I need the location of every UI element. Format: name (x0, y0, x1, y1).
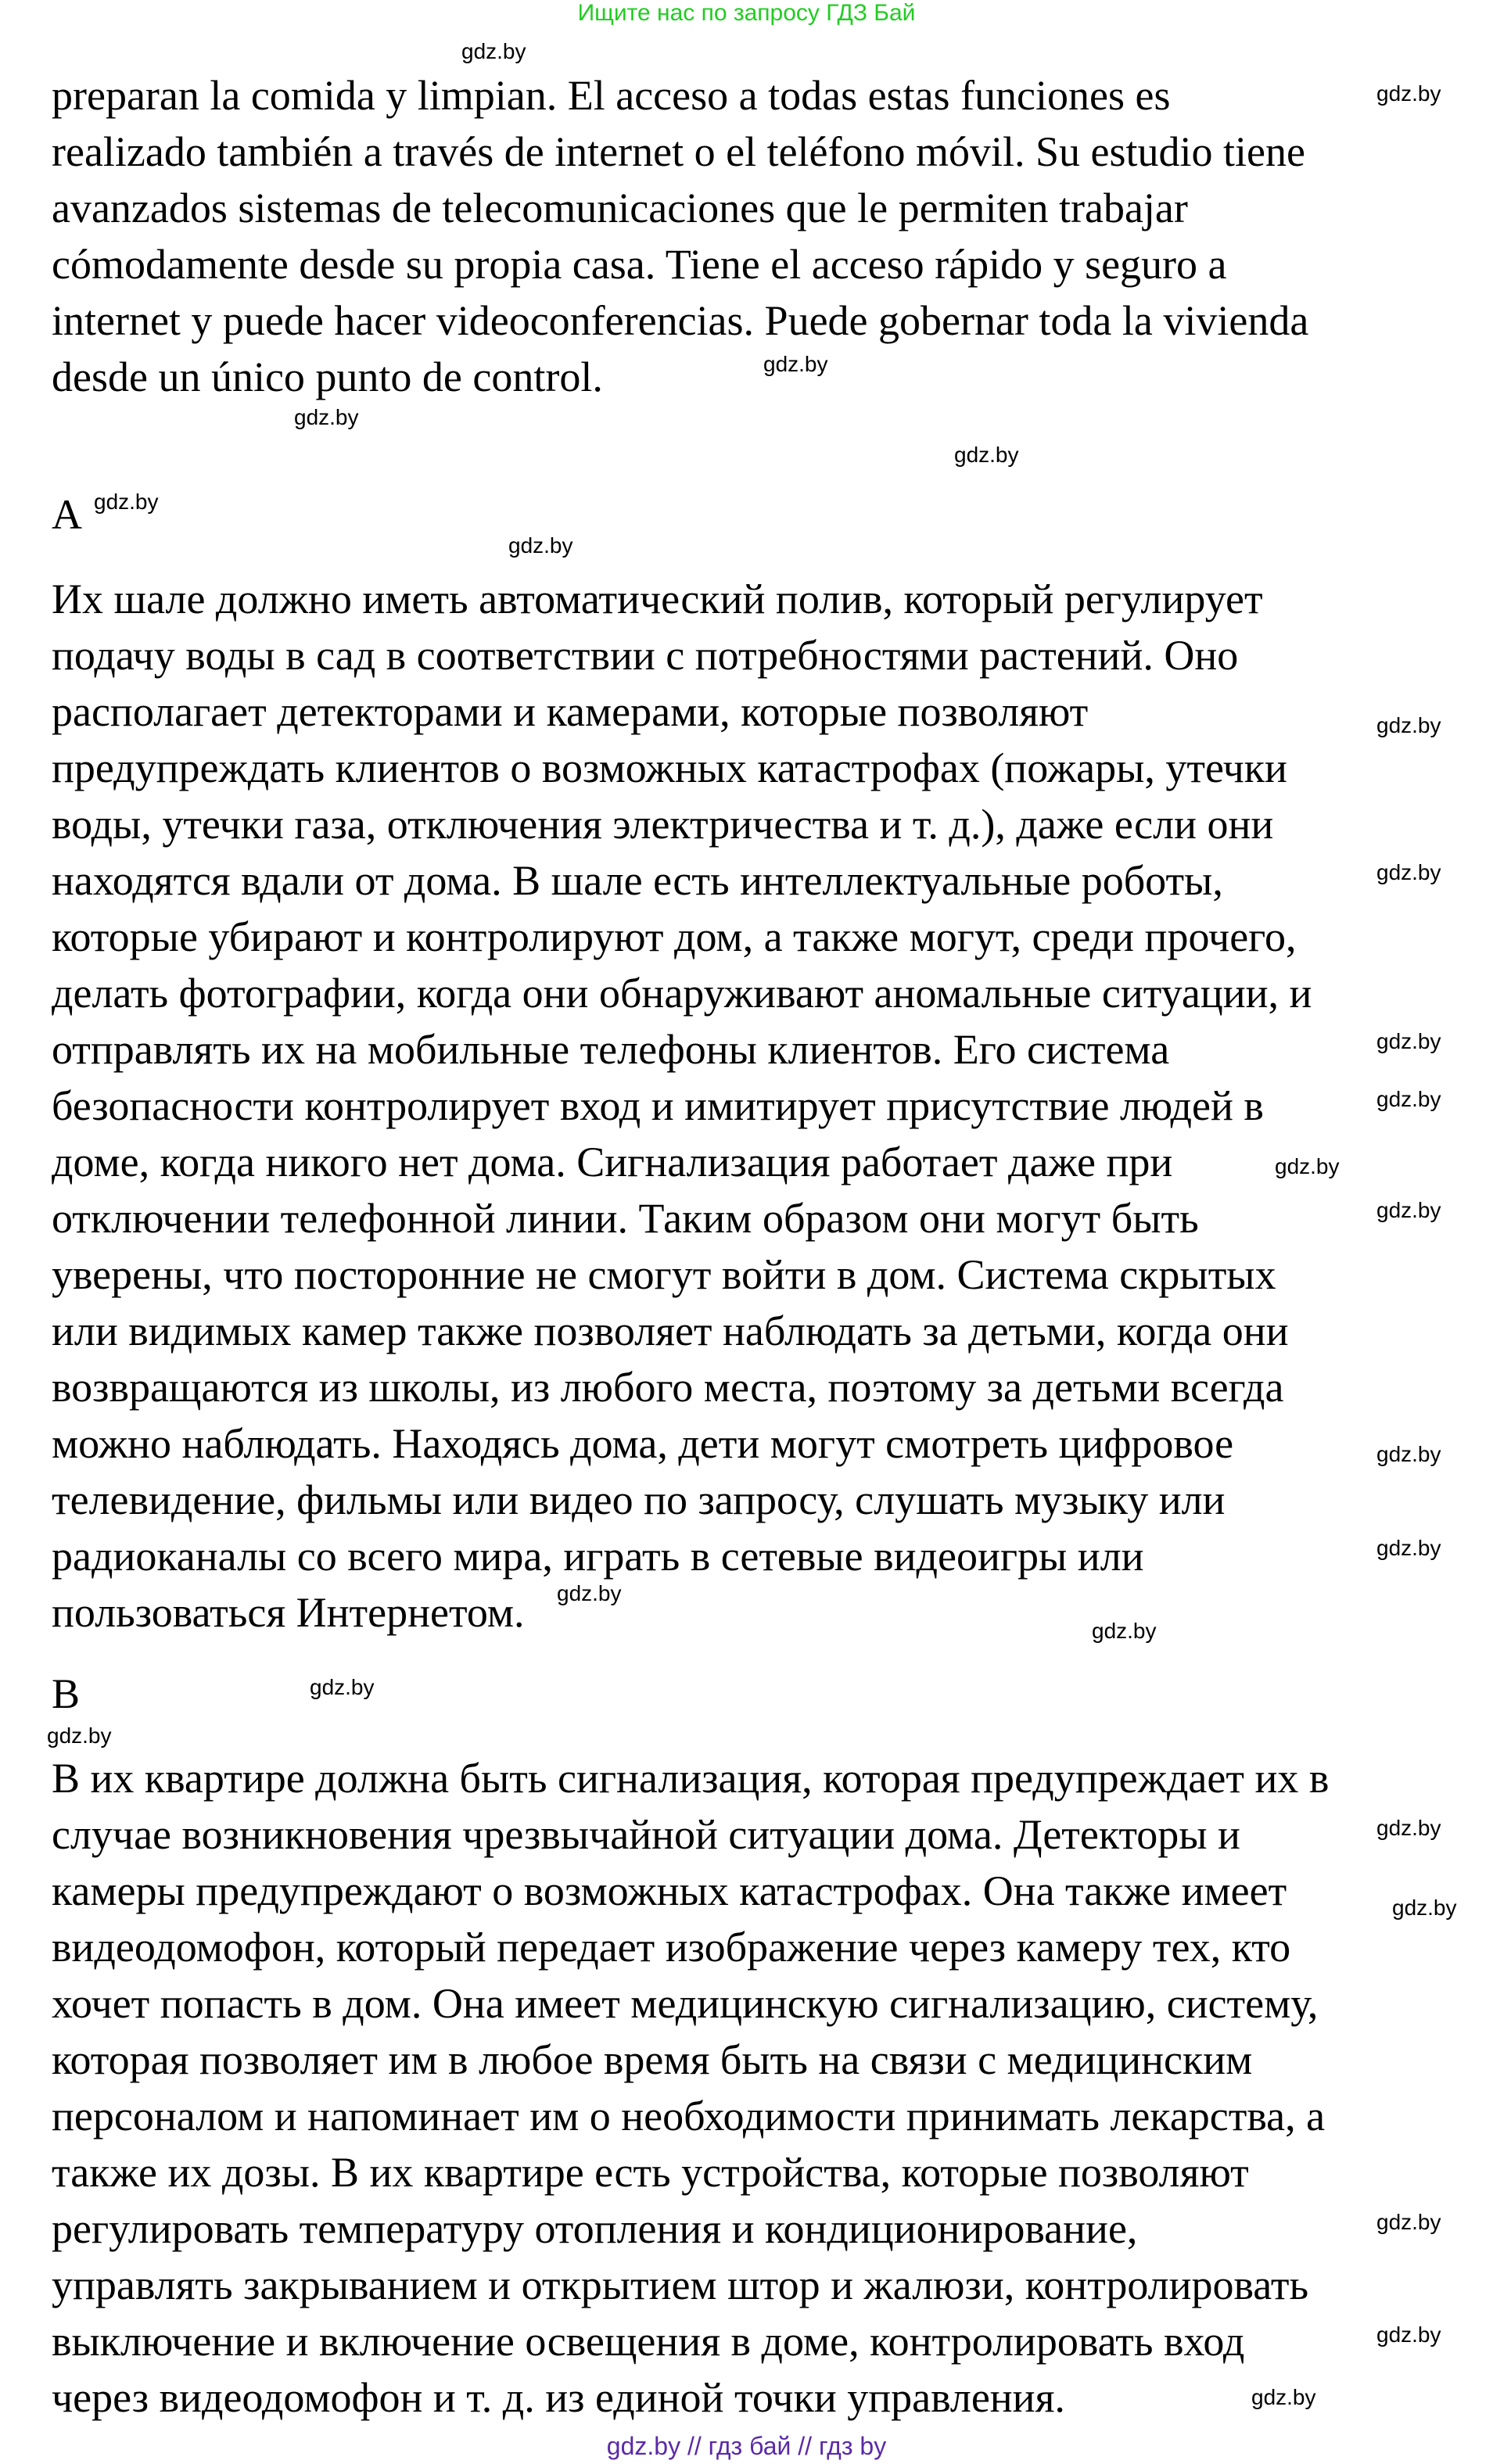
section-b-text-line: хочет попасть в дом. Она имеет медицинскую сигнализацию, систему, (52, 1980, 1319, 2027)
watermark: gdz.by (1376, 1536, 1441, 1560)
watermark: gdz.by (1376, 1198, 1441, 1222)
section-b-text-line: управлять закрыванием и открытием штор и жалюзи, контролировать (52, 2261, 1309, 2308)
watermark: gdz.by (1275, 1154, 1340, 1178)
section-a-text-line: находятся вдали от дома. В шале есть интеллектуальные роботы, (52, 857, 1223, 904)
section-a-text-line: которые убирают и контролируют дом, а также могут, среди прочего, (52, 913, 1297, 960)
section-b-text-line: которая позволяет им в любое время быть на связи с медицинским (52, 2036, 1253, 2083)
footer-link[interactable]: gdz.by // гдз бай // гдз by (606, 2432, 887, 2460)
watermark: gdz.by (94, 490, 159, 514)
section-b-text-line: В их квартире должна быть сигнализация, которая предупреждает их в (52, 1755, 1330, 1802)
section-b-text-line: также их дозы. В их квартире есть устройства, которые позволяют (52, 2149, 1249, 2196)
section-a-text-line: или видимых камер также позволяет наблюдать за детьми, когда они (52, 1307, 1289, 1354)
intro-text-line: realizado también a través de internet o el teléfono móvil. Su estudio tiene (52, 128, 1305, 175)
intro-text-line: desde un único punto de control. (52, 353, 603, 400)
intro-text-line: internet y puede hacer videoconferencias. Puede gobernar toda la vivienda (52, 297, 1309, 344)
intro-text-line: preparan la comida y limpian. El acceso a todas estas funciones es (52, 72, 1171, 119)
watermark: gdz.by (1251, 2385, 1316, 2409)
watermark: gdz.by (1376, 81, 1441, 106)
watermark: gdz.by (1092, 1619, 1157, 1643)
watermark: gdz.by (1376, 1087, 1441, 1111)
section-a-text-line: возвращаются из школы, из любого места, поэтому за детьми всегда (52, 1364, 1284, 1411)
watermark: gdz.by (1376, 713, 1441, 737)
section-a-text-line: располагает детекторами и камерами, которые позволяют (52, 688, 1089, 735)
section-heading-b: B (52, 1670, 81, 1717)
section-a-text-line: воды, утечки газа, отключения электричества и т. д.), даже если они (52, 801, 1274, 848)
watermark: gdz.by (1392, 1896, 1457, 1920)
watermark: gdz.by (461, 39, 526, 63)
intro-text-line: cómodamente desde su propia casa. Tiene el acceso rápido y seguro a (52, 241, 1227, 288)
section-a-text-line: можно наблюдать. Находясь дома, дети могут смотреть цифровое (52, 1420, 1234, 1467)
watermark: gdz.by (47, 1723, 112, 1748)
watermark: gdz.by (1376, 1442, 1441, 1466)
section-a-text-line: отправлять их на мобильные телефоны клиентов. Его система (52, 1026, 1170, 1073)
section-a-text-line: предупреждать клиентов о возможных катастрофах (пожары, утечки (52, 744, 1287, 791)
section-a-text-line: уверены, что посторонние не смогут войти в дом. Система скрытых (52, 1251, 1276, 1298)
section-b-text-line: персоналом и напоминает им о необходимости принимать лекарства, а (52, 2093, 1326, 2139)
watermark: gdz.by (508, 533, 573, 558)
section-a-text-line: радиоканалы со всего мира, играть в сетевые видеоигры или (52, 1533, 1144, 1580)
section-b-text-line: регулировать температуру отопления и кондиционирование, (52, 2205, 1138, 2252)
top-banner-link[interactable]: Ищите нас по запросу ГДЗ Бай (577, 0, 916, 26)
watermark: gdz.by (763, 352, 828, 376)
section-b-text-line: видеодомофон, который передает изображение через камеру тех, кто (52, 1924, 1291, 1971)
watermark: gdz.by (557, 1581, 622, 1605)
section-a-text-line: доме, когда никого нет дома. Сигнализация работает даже при (52, 1139, 1173, 1185)
watermark: gdz.by (1376, 2210, 1441, 2234)
section-a-text-line: отключении телефонной линии. Таким образом они могут быть (52, 1195, 1199, 1242)
section-b-text-line: случае возникновения чрезвычайной ситуации дома. Детекторы и (52, 1811, 1240, 1858)
section-b-text-line: выключение и включение освещения в доме, контролировать вход (52, 2318, 1245, 2365)
section-a-text-line: Их шале должно иметь автоматический полив, который регулирует (52, 576, 1263, 622)
section-a-text-line: подачу воды в сад в соответствии с потребностями растений. Оно (52, 632, 1239, 679)
section-a-text-line: телевидение, фильмы или видео по запросу, слушать музыку или (52, 1476, 1226, 1523)
watermark: gdz.by (1376, 1029, 1441, 1053)
watermark: gdz.by (1376, 860, 1441, 884)
watermark: gdz.by (1376, 1816, 1441, 1840)
section-heading-a: A (52, 491, 82, 538)
intro-text-line: avanzados sistemas de telecomunicaciones que le permiten trabajar (52, 185, 1188, 231)
section-b-text-line: камеры предупреждают о возможных катастрофах. Она также имеет (52, 1867, 1287, 1914)
section-b-text-line: через видеодомофон и т. д. из единой точки управления. (52, 2374, 1065, 2421)
watermark: gdz.by (294, 405, 359, 429)
section-a-text-line: пользоваться Интернетом. (52, 1589, 525, 1636)
watermark: gdz.by (1376, 2322, 1441, 2347)
section-a-text-line: безопасности контролирует вход и имитирует присутствие людей в (52, 1082, 1264, 1129)
watermark: gdz.by (310, 1675, 375, 1699)
section-a-text-line: делать фотографии, когда они обнаруживают аномальные ситуации, и (52, 970, 1312, 1017)
watermark: gdz.by (954, 443, 1019, 467)
